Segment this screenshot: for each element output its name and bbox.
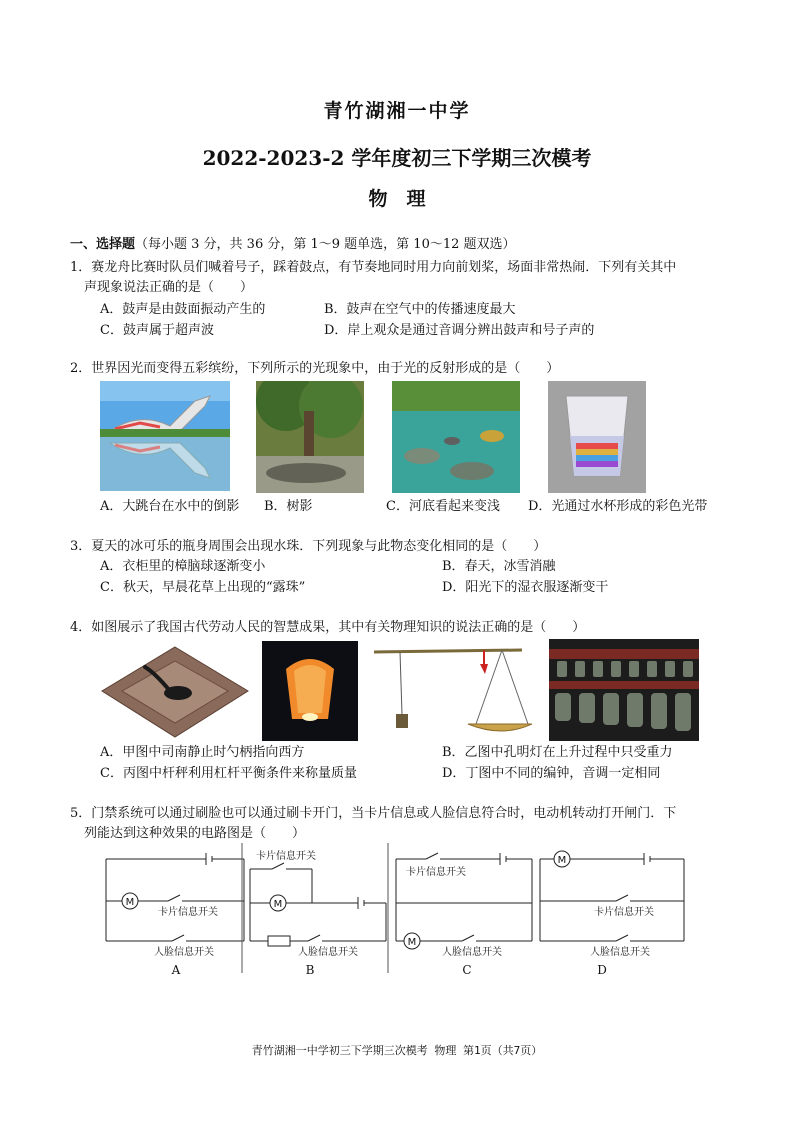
circuit-d-label: D <box>597 963 607 977</box>
q5-stem-line2: 列能达到这种效果的电路图是（ ） <box>84 826 306 841</box>
motor-b-label: M <box>273 899 283 910</box>
motor-c-label: M <box>407 937 417 948</box>
q4-option-a: A．甲图中司南静止时勺柄指向西方 <box>100 745 305 760</box>
circuit-d-card-label: 卡片信息开关 <box>594 907 654 918</box>
q1-option-d: D．岸上观众是通过音调分辨出鼓声和号子声的 <box>324 323 595 338</box>
riverbed-image <box>392 381 520 493</box>
motor-a-label: M <box>125 897 135 908</box>
q4-option-b: B．乙图中孔明灯在上升过程中只受重力 <box>442 745 673 760</box>
circuit-a-label: A <box>171 963 181 977</box>
school-name: 青竹湖湘一中学 <box>323 100 471 122</box>
circuit-a-face-label: 人脸信息开关 <box>154 947 214 958</box>
circuit-c-label: C <box>462 963 472 977</box>
water-glass-rainbow-image <box>548 381 646 493</box>
q2-option-c: C．河底看起来变浅 <box>386 499 500 514</box>
section-heading <box>70 236 516 254</box>
q4-option-c: C．丙图中杆秤利用杠杆平衡条件来称量质量 <box>100 766 357 781</box>
bianzhong-bells-image <box>549 639 699 741</box>
circuit-diagrams <box>96 843 736 983</box>
circuit-d-face-label: 人脸信息开关 <box>590 947 650 958</box>
q3-stem: 3．夏天的冰可乐的瓶身周围会出现水珠．下列现象与此物态变化相同的是（ ） <box>70 539 547 554</box>
exam-title: 2022-2023-2 学年度初三下学期三次模考 <box>202 146 592 170</box>
section-note: （每小题 3 分，共 36 分，第 1～9 题单选，第 10～12 题双选） <box>135 237 516 252</box>
steelyard-balance-image <box>372 640 532 740</box>
ski-jump-reflection-image <box>100 381 230 491</box>
circuit-c-card-label: 卡片信息开关 <box>406 867 466 878</box>
q3-option-b: B．春天，冰雪消融 <box>442 559 556 574</box>
sinan-compass-image <box>100 643 250 741</box>
q2-option-a: A．大跳台在水中的倒影 <box>100 499 240 514</box>
circuit-b-label: B <box>305 963 315 977</box>
q1-option-a: A．鼓声是由鼓面振动产生的 <box>100 302 266 317</box>
tree-shadow-image <box>256 381 364 493</box>
subject-title: 物 理 <box>368 188 426 210</box>
q3-option-c: C．秋天，早晨花草上出现的“露珠” <box>100 580 306 595</box>
q5-stem-line1: 5．门禁系统可以通过刷脸也可以通过刷卡开门，当卡片信息或人脸信息符合时，电动机转动打开闸门．下 <box>70 806 677 821</box>
kongming-lantern-image <box>262 641 358 741</box>
section-name: 一、选择题 <box>70 237 136 252</box>
circuit-c-face-label: 人脸信息开关 <box>442 947 502 958</box>
q3-option-a: A．衣柜里的樟脑球逐渐变小 <box>100 559 266 574</box>
q1-stem-line1: 1．赛龙舟比赛时队员们喊着号子，踩着鼓点，有节奏地同时用力向前划桨，场面非常热闹．下列有关其中 <box>70 260 677 275</box>
circuit-b-face-label: 人脸信息开关 <box>298 947 358 958</box>
q2-option-d: D．光通过水杯形成的彩色光带 <box>528 499 708 514</box>
q4-stem: 4．如图展示了我国古代劳动人民的智慧成果，其中有关物理知识的说法正确的是（ ） <box>70 620 586 635</box>
q1-stem-line2: 声现象说法正确的是（ ） <box>84 280 254 295</box>
q4-option-d: D．丁图中不同的编钟，音调一定相同 <box>442 766 661 781</box>
q3-option-d: D．阳光下的湿衣服逐渐变干 <box>442 580 609 595</box>
circuit-a-card-label: 卡片信息开关 <box>158 907 218 918</box>
q2-option-b: B．树影 <box>264 499 313 514</box>
q1-option-c: C．鼓声属于超声波 <box>100 323 214 338</box>
q2-stem: 2．世界因光而变得五彩缤纷，下列所示的光现象中，由于光的反射形成的是（ ） <box>70 361 560 376</box>
circuit-b <box>250 863 386 946</box>
circuit-b-card-label: 卡片信息开关 <box>256 851 316 862</box>
motor-d-label: M <box>557 855 567 866</box>
page-footer: 青竹湖湘一中学初三下学期三次模考 物理 第1页（共7页） <box>251 1044 543 1057</box>
q1-option-b: B．鼓声在空气中的传播速度最大 <box>324 302 516 317</box>
